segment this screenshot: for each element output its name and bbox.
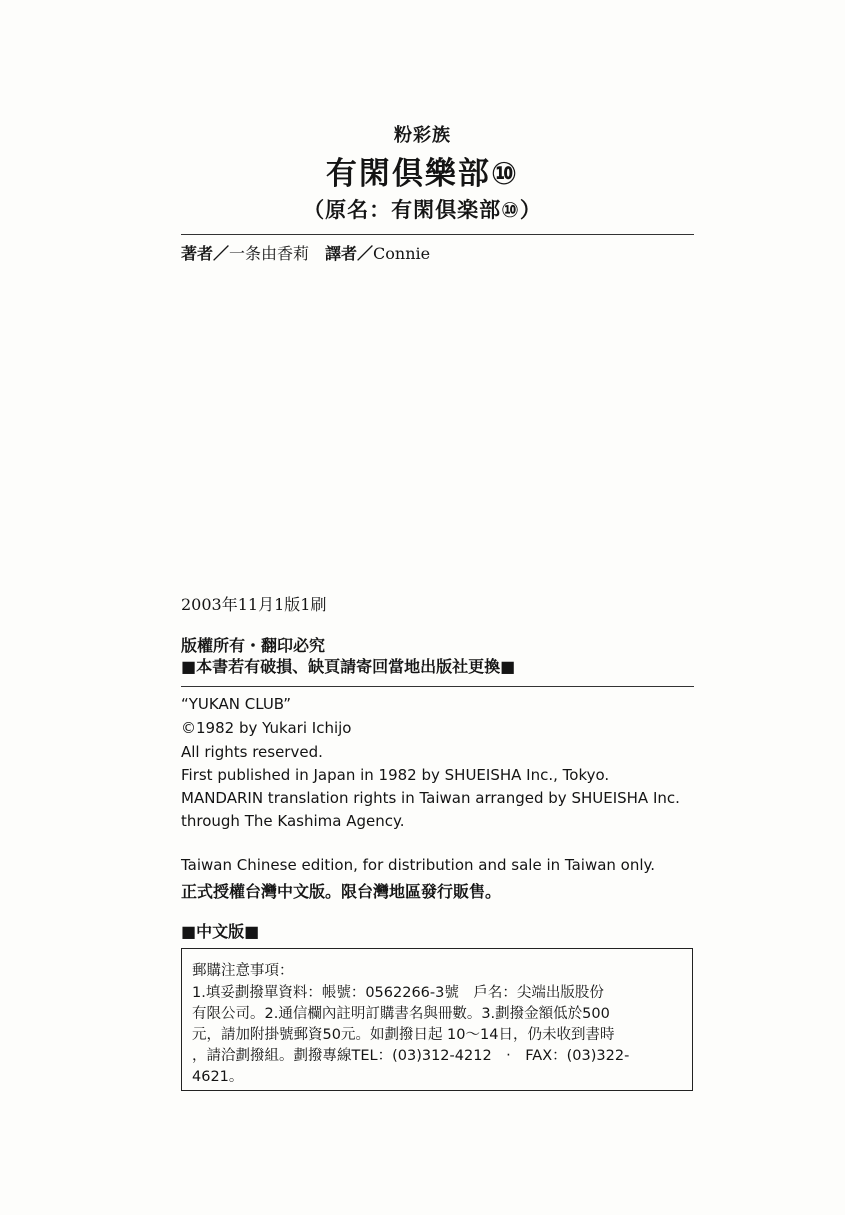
- notice-line: 1.填妥劃撥單資料：帳號：0562266-3號 戶名：尖端出版股份: [192, 985, 604, 1001]
- rights-reserved: All rights reserved.: [181, 743, 323, 761]
- middle-divider: [181, 686, 694, 687]
- translator-name: Connie: [373, 244, 431, 263]
- original-title: （原名：有閑倶楽部⑩）: [303, 198, 542, 222]
- author-label: 著者／: [181, 244, 230, 263]
- damage-notice: ■本書若有破損、缺頁請寄回當地出版社更換■: [181, 657, 516, 676]
- top-divider: [181, 234, 694, 235]
- translator-label: 譯者／: [325, 244, 374, 263]
- book-title: 有閑倶樂部⑩: [325, 156, 520, 192]
- notice-line: 元，請加附掛號郵資50元。如劃撥日起 10～14日，仍未收到書時: [192, 1027, 615, 1043]
- rights-notice: 版權所有・翻印必究: [181, 636, 326, 655]
- chinese-edition-label: ■中文版■: [181, 922, 260, 941]
- notice-heading: 郵購注意事項：: [192, 963, 294, 979]
- english-title: “YUKAN CLUB”: [181, 695, 292, 713]
- taiwan-edition-note: Taiwan Chinese edition, for distribution and sale in Taiwan only.: [181, 856, 656, 874]
- agency-line: through The Kashima Agency.: [181, 812, 405, 830]
- notice-line: 有限公司。2.通信欄內註明訂購書名與冊數。3.劃撥金額低於500: [192, 1006, 610, 1022]
- notice-line: ，請洽劃撥組。劃撥專線TEL：(03)312-4212 ‧ FAX：(03)322-: [192, 1048, 630, 1064]
- author-name: 一条由香莉: [229, 244, 310, 263]
- translation-rights: MANDARIN translation rights in Taiwan arranged by SHUEISHA Inc.: [181, 789, 680, 807]
- copyright-line: ©1982 by Yukari Ichijo: [181, 719, 352, 737]
- official-edition-zh: 正式授權台灣中文版。限台灣地區發行販售。: [181, 882, 502, 901]
- credits-line: [181, 241, 430, 264]
- notice-line: 4621。: [192, 1069, 244, 1085]
- series-name: 粉彩族: [394, 125, 451, 146]
- first-published: First published in Japan in 1982 by SHUEISHA Inc., Tokyo.: [181, 766, 610, 784]
- edition-date: 2003年11月1版1刷: [181, 595, 327, 614]
